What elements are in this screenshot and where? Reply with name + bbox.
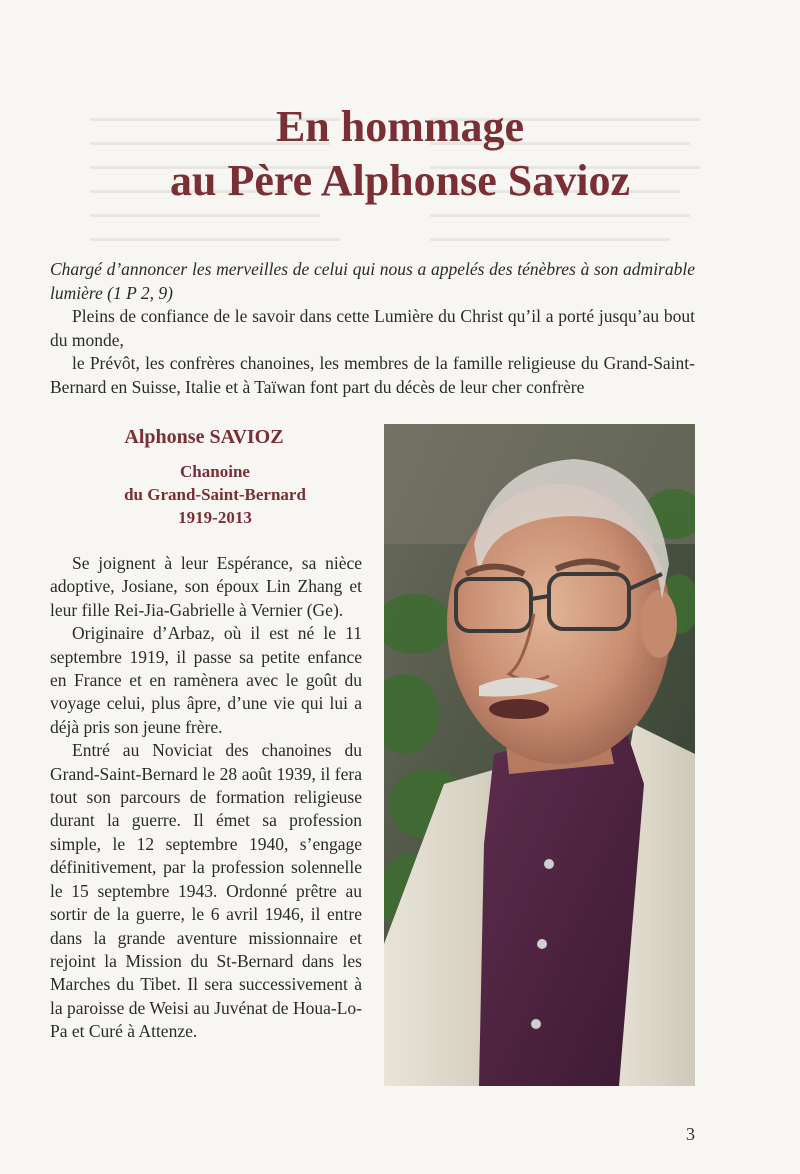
ear: [641, 590, 677, 658]
role-line-2: du Grand-Saint-Bernard: [124, 485, 306, 504]
body-paragraph-3: Entré au Noviciat des chanoines du Grand-Saint-Bernard le 28 août 1939, il fera tout son parcours de formation religieuse durant la guerre. Il émet sa profession simple, le 12 septembre 1940, s’engage définitivement, par la profession solennelle le 15 septembre 1943. Ordonné prêtre au sortir de la guerre, le 6 avril 1946, il entre dans la grande aventure missionnaire et rejoint la Mission du St-Bernard dans les Marches du Tibet. Il sera successivement à la paroisse de Weisi au Juvénat de Houa-Lo-Pa et Curé à Attenze.: [50, 740, 362, 1042]
intro-paragraph-1: Pleins de confiance de le savoir dans cette Lumière du Christ qu’il a porté jusqu’au bout du monde,: [50, 306, 695, 350]
portrait-photo: [384, 424, 695, 1086]
page-title: [0, 100, 800, 208]
body-paragraph-2: Originaire d’Arbaz, où il est né le 11 septembre 1919, il passe sa petite enfance en France et en ramènera avec le goût du voyage celui, plus âpre, d’une vie qui lui a déjà pris son jeune frère.: [50, 623, 362, 737]
mouth: [489, 699, 549, 719]
body-paragraph-1: Se joignent à leur Espérance, sa nièce adoptive, Josiane, son époux Lin Zhang et leur fille Rei-Jia-Gabrielle à Vernier (Ge).: [50, 553, 362, 620]
scripture-quote: Chargé d’annoncer les merveilles de celui qui nous a appelés des ténèbres à son admirable lumière (1 P 2, 9): [50, 259, 695, 303]
role-line-1: Chanoine: [180, 462, 250, 481]
deceased-name: Alphonse SAVIOZ: [124, 426, 284, 448]
intro-paragraph-2: le Prévôt, les confrères chanoines, les membres de la famille religieuse du Grand-Saint-Bernard en Suisse, Italie et à Taïwan font part du décès de leur cher confrère: [50, 353, 695, 397]
title-line-1: En hommage: [275, 102, 525, 151]
body-column: [50, 552, 362, 1044]
life-dates: 1919-2013: [178, 508, 252, 527]
portrait-illustration: [384, 424, 695, 1086]
page-number: 3: [686, 1124, 695, 1144]
intro-section: [50, 258, 695, 399]
shirt: [479, 724, 644, 1086]
title-line-2: au Père Alphonse Savioz: [169, 156, 630, 205]
deceased-name-block: [50, 424, 380, 529]
